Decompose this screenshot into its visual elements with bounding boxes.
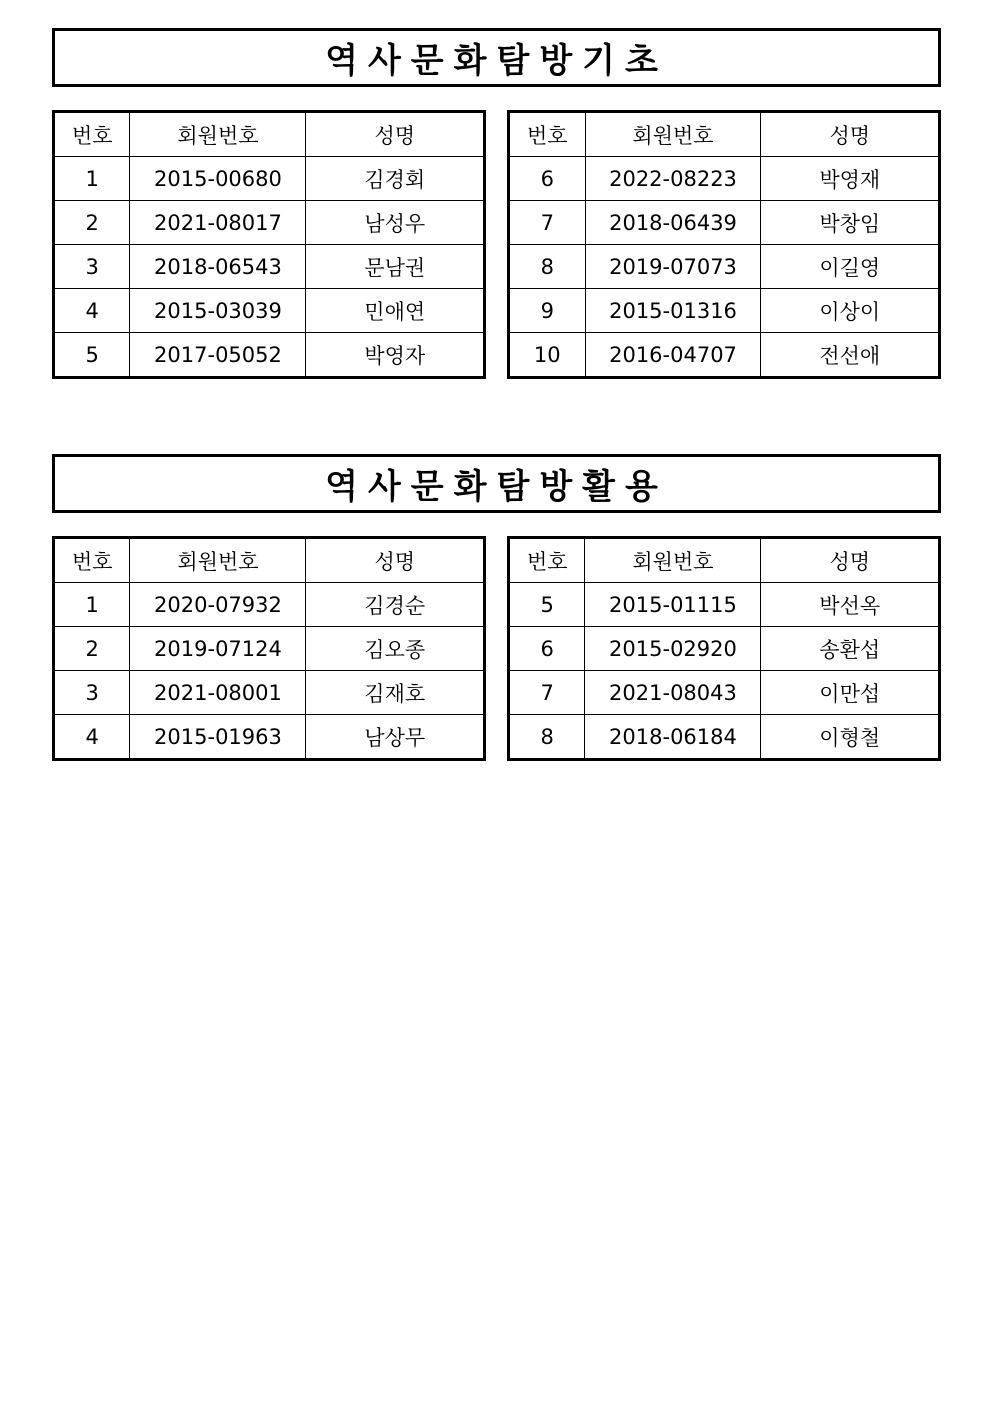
cell-name: 김오종	[306, 627, 485, 671]
cell-member-id: 2017-05052	[130, 333, 306, 378]
header-name: 성명	[306, 538, 485, 583]
header-name: 성명	[306, 112, 485, 157]
cell-number: 8	[509, 715, 585, 760]
cell-member-id: 2020-07932	[130, 583, 306, 627]
cell-number: 1	[54, 583, 130, 627]
header-row	[54, 112, 485, 157]
cell-number: 8	[509, 245, 586, 289]
table-row	[509, 715, 940, 760]
roster-table-right	[507, 536, 941, 761]
table-row	[509, 289, 940, 333]
table-row	[54, 671, 485, 715]
cell-name: 이형철	[761, 715, 940, 760]
header-row	[54, 538, 485, 583]
cell-name: 이길영	[761, 245, 940, 289]
cell-name: 박창임	[761, 201, 940, 245]
header-name: 성명	[761, 538, 940, 583]
cell-member-id: 2022-08223	[585, 157, 761, 201]
cell-name: 남상무	[306, 715, 485, 760]
cell-number: 10	[509, 333, 586, 378]
header-number: 번호	[509, 112, 586, 157]
cell-name: 남성우	[306, 201, 485, 245]
table-row	[509, 157, 940, 201]
section-basic	[52, 28, 941, 384]
roster-table-right	[507, 110, 941, 379]
cell-number: 7	[509, 201, 586, 245]
cell-name: 문남권	[306, 245, 485, 289]
section-title: 역사문화탐방활용	[52, 454, 941, 513]
cell-member-id: 2015-01963	[130, 715, 306, 760]
table-row	[54, 245, 485, 289]
cell-number: 9	[509, 289, 586, 333]
cell-member-id: 2015-00680	[130, 157, 306, 201]
cell-name: 이만섭	[761, 671, 940, 715]
header-number: 번호	[509, 538, 585, 583]
header-row	[509, 538, 940, 583]
table-row	[509, 627, 940, 671]
cell-name: 박영재	[761, 157, 940, 201]
cell-member-id: 2021-08043	[585, 671, 761, 715]
cell-name: 박영자	[306, 333, 485, 378]
cell-member-id: 2018-06439	[585, 201, 761, 245]
header-number: 번호	[54, 112, 130, 157]
cell-name: 김재호	[306, 671, 485, 715]
table-row	[54, 289, 485, 333]
cell-member-id: 2018-06543	[130, 245, 306, 289]
cell-number: 1	[54, 157, 130, 201]
cell-number: 6	[509, 157, 586, 201]
cell-member-id: 2021-08017	[130, 201, 306, 245]
header-name: 성명	[761, 112, 940, 157]
cell-name: 이상이	[761, 289, 940, 333]
table-row	[54, 583, 485, 627]
header-member-id: 회원번호	[585, 112, 761, 157]
cell-name: 김경회	[306, 157, 485, 201]
header-member-id: 회원번호	[585, 538, 761, 583]
cell-name: 김경순	[306, 583, 485, 627]
table-row	[509, 333, 940, 378]
cell-member-id: 2015-03039	[130, 289, 306, 333]
cell-name: 박선옥	[761, 583, 940, 627]
cell-name: 민애연	[306, 289, 485, 333]
table-row	[509, 671, 940, 715]
cell-number: 3	[54, 671, 130, 715]
section-applied	[52, 454, 941, 810]
cell-name: 송환섭	[761, 627, 940, 671]
table-row	[509, 201, 940, 245]
cell-number: 5	[54, 333, 130, 378]
table-row	[509, 583, 940, 627]
table-row	[54, 715, 485, 760]
cell-number: 5	[509, 583, 585, 627]
cell-number: 4	[54, 289, 130, 333]
roster-table-left	[52, 536, 486, 761]
cell-number: 2	[54, 201, 130, 245]
table-row	[54, 157, 485, 201]
cell-member-id: 2015-02920	[585, 627, 761, 671]
cell-name: 전선애	[761, 333, 940, 378]
cell-number: 3	[54, 245, 130, 289]
cell-number: 4	[54, 715, 130, 760]
roster-tables	[52, 536, 941, 810]
roster-tables	[52, 110, 941, 384]
cell-member-id: 2019-07073	[585, 245, 761, 289]
cell-number: 2	[54, 627, 130, 671]
cell-member-id: 2018-06184	[585, 715, 761, 760]
cell-number: 7	[509, 671, 585, 715]
header-row	[509, 112, 940, 157]
table-row	[54, 333, 485, 378]
table-row	[509, 245, 940, 289]
cell-number: 6	[509, 627, 585, 671]
cell-member-id: 2015-01115	[585, 583, 761, 627]
section-title: 역사문화탐방기초	[52, 28, 941, 87]
cell-member-id: 2015-01316	[585, 289, 761, 333]
table-row	[54, 201, 485, 245]
cell-member-id: 2019-07124	[130, 627, 306, 671]
cell-member-id: 2021-08001	[130, 671, 306, 715]
cell-member-id: 2016-04707	[585, 333, 761, 378]
header-member-id: 회원번호	[130, 538, 306, 583]
roster-table-left	[52, 110, 486, 379]
header-member-id: 회원번호	[130, 112, 306, 157]
table-row	[54, 627, 485, 671]
header-number: 번호	[54, 538, 130, 583]
